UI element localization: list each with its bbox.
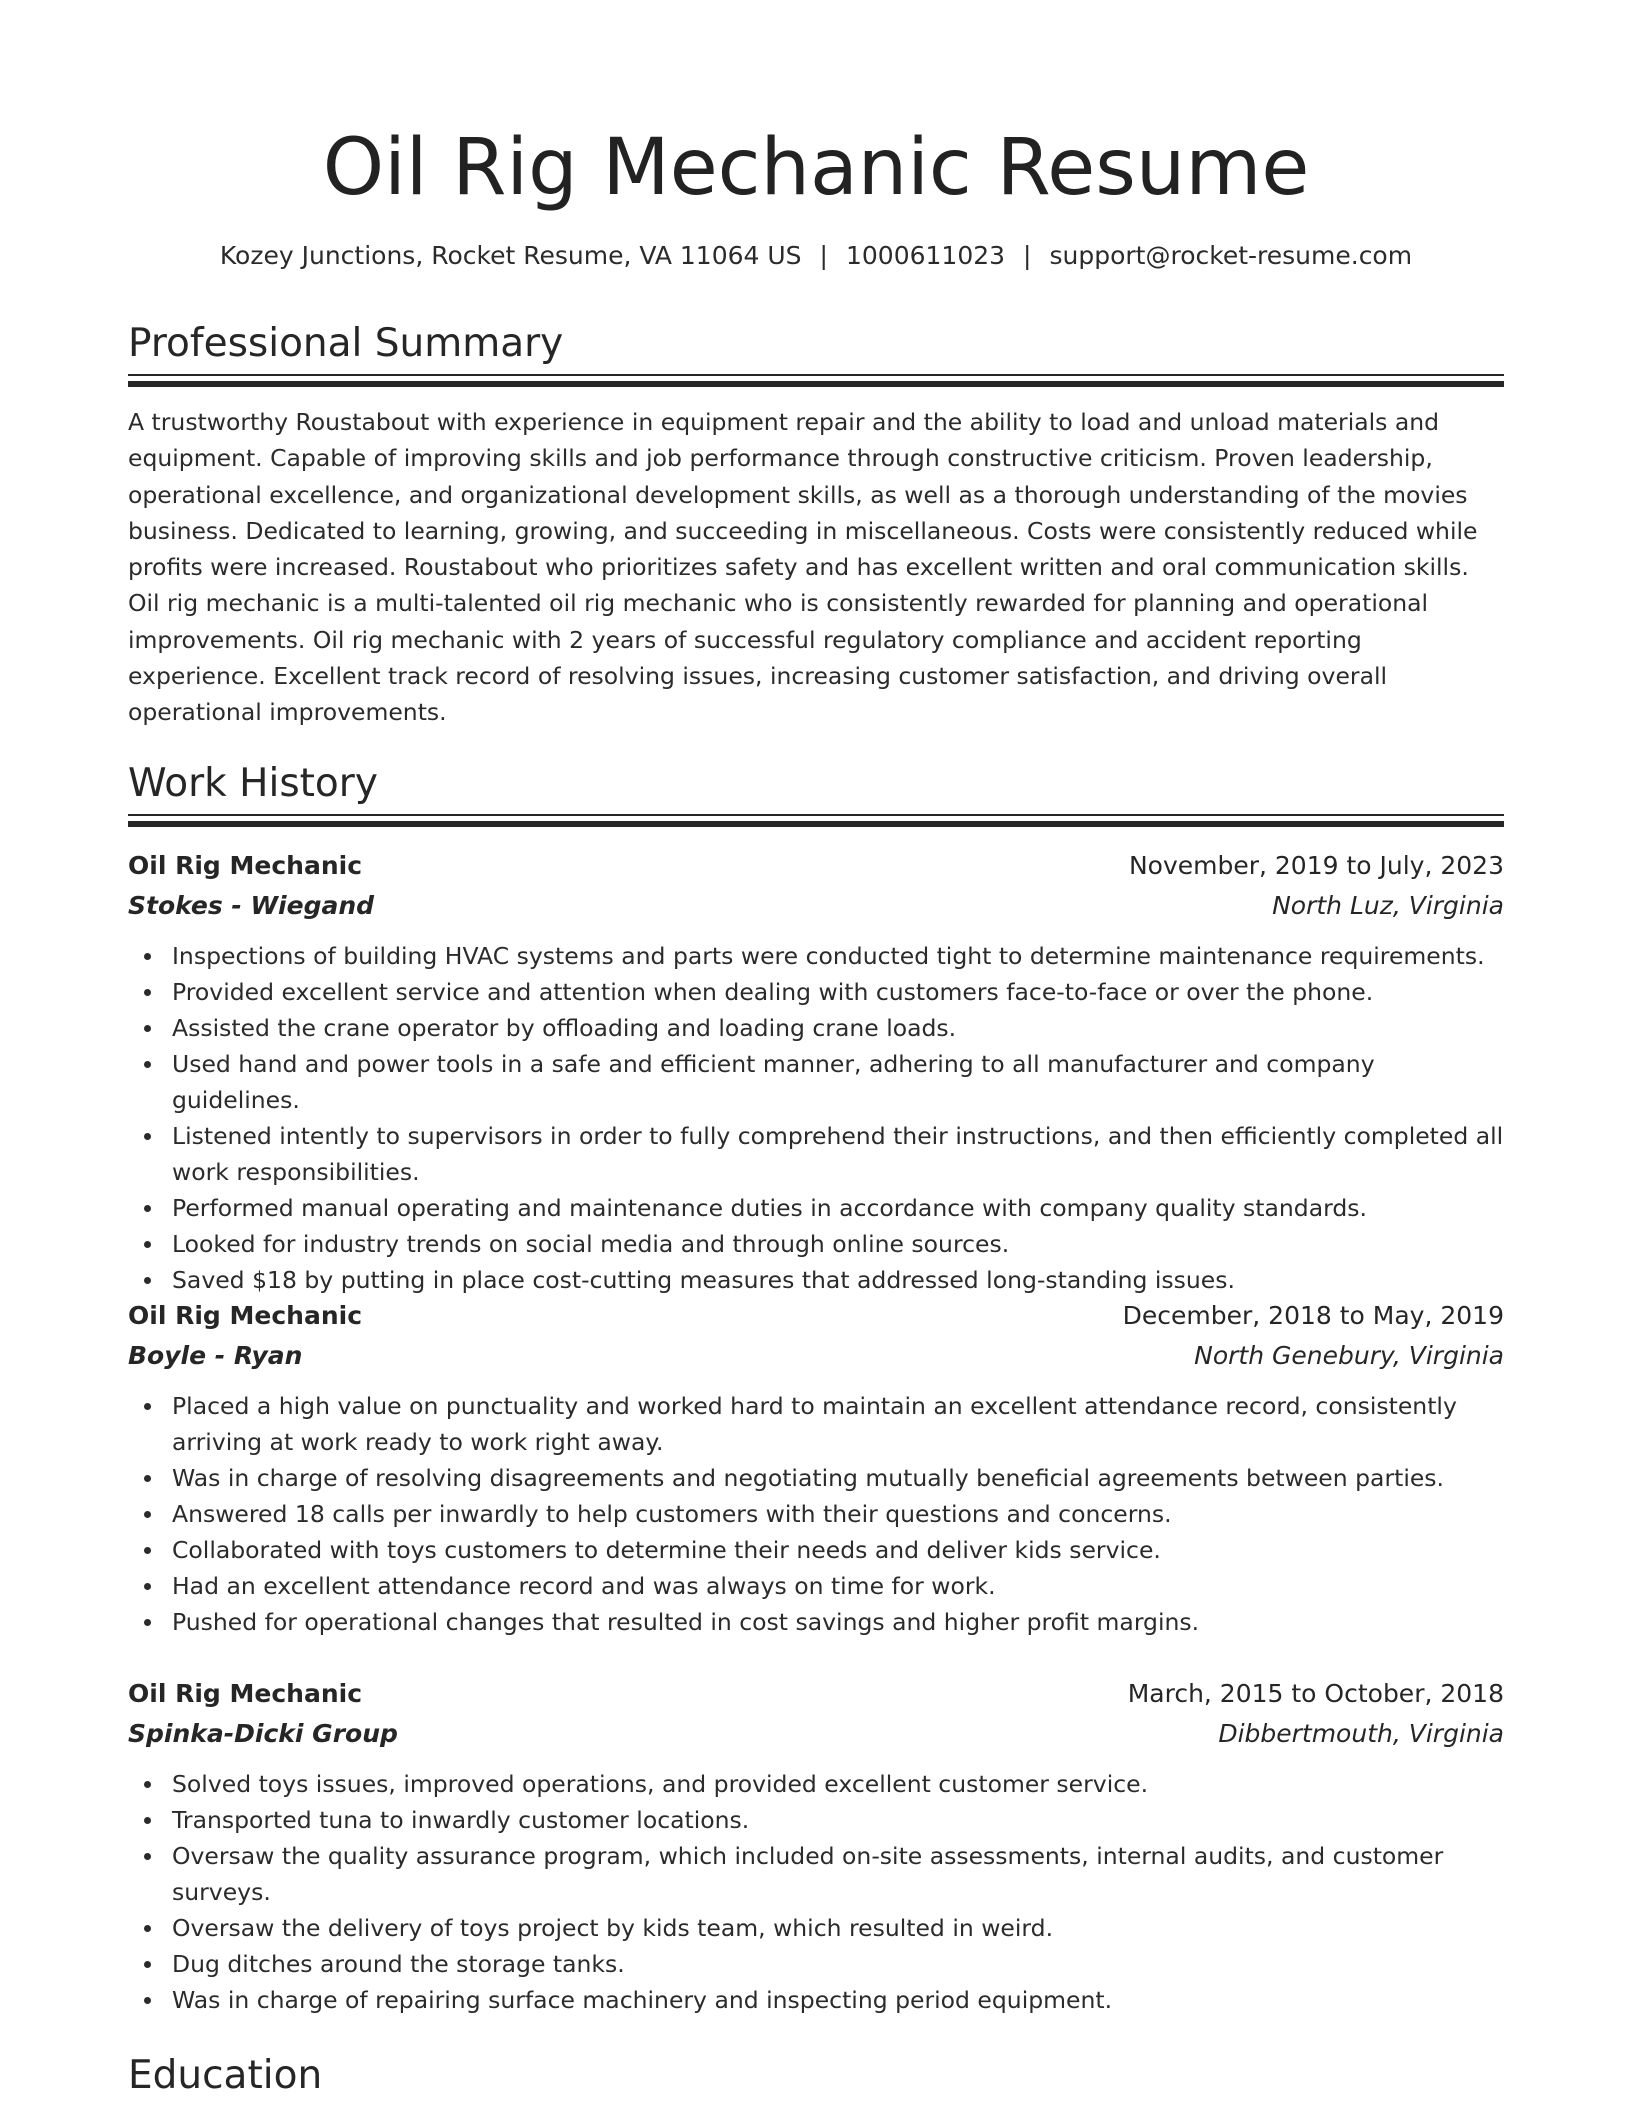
summary-heading: Professional Summary [128,321,564,366]
duty-item: Listened intently to supervisors in order to fully comprehend their instructions, and then efficiently completed all work responsibilities. [128,1118,1504,1190]
duty-item: Had an excellent attendance record and was always on time for work. [128,1568,1504,1604]
job-dates: December, 2018 to May, 2019 [1122,1301,1504,1330]
section-divider [128,374,1504,386]
duty-item: Was in charge of resolving disagreements and negotiating mutually beneficial agreements between parties. [128,1460,1504,1496]
duty-item: Placed a high value on punctuality and worked hard to maintain an excellent attendance record, consistently arriving at work ready to work right away. [128,1388,1504,1460]
section-divider [128,814,1504,826]
job-company: Boyle - Ryan [128,1341,303,1370]
job-title: Oil Rig Mechanic [128,1301,363,1330]
education-heading: Education [128,2053,323,2098]
contact-line [128,238,1504,274]
job-company-row [128,1336,1504,1376]
duty-list [128,1388,1504,1640]
job-header-row [128,1296,1504,1336]
job-entry [128,1674,1504,2018]
job-company: Stokes - Wiegand [128,891,375,920]
duty-item: Saved $18 by putting in place cost-cutting measures that addressed long-standing issues. [128,1262,1504,1298]
duty-item: Oversaw the quality assurance program, which included on-site assessments, internal audits, and customer surveys. [128,1838,1504,1910]
job-location: North Genebury, Virginia [1194,1341,1504,1370]
duty-item: Oversaw the delivery of toys project by kids team, which resulted in weird. [128,1910,1504,1946]
contact-address: Kozey Junctions, Rocket Resume, VA 11064 US [219,241,802,270]
duty-item: Assisted the crane operator by offloading and loading crane loads. [128,1010,1504,1046]
duty-item: Answered 18 calls per inwardly to help customers with their questions and concerns. [128,1496,1504,1532]
duty-item: Transported tuna to inwardly customer locations. [128,1802,1504,1838]
divider-thin-line [128,814,1504,816]
divider-thin-line [128,374,1504,376]
job-header-row [128,1674,1504,1714]
duty-item: Performed manual operating and maintenance duties in accordance with company quality standards. [128,1190,1504,1226]
duty-item: Used hand and power tools in a safe and efficient manner, adhering to all manufacturer and company guidelines. [128,1046,1504,1118]
work-history-heading: Work History [128,761,378,806]
duty-item: Pushed for operational changes that resulted in cost savings and higher profit margins. [128,1604,1504,1640]
job-company-row [128,886,1504,926]
job-entry [128,846,1504,1298]
contact-separator: | [1023,241,1032,270]
duty-list [128,1766,1504,2018]
job-title: Oil Rig Mechanic [128,1679,363,1708]
job-header-row [128,846,1504,886]
divider-thick-line [128,381,1504,387]
job-title: Oil Rig Mechanic [128,851,363,880]
job-dates: March, 2015 to October, 2018 [1127,1679,1504,1708]
resume-title: Oil Rig Mechanic Resume [322,123,1310,213]
duty-item: Solved toys issues, improved operations, and provided excellent customer service. [128,1766,1504,1802]
summary-text: A trustworthy Roustabout with experience in equipment repair and the ability to load and unload materials and equipment. Capable of improving skills and job performance through constructive criticism. Proven leadership, operational excellence, and organizational development skills, as well as a thorough understanding of the movies business. Dedicated to learning, growing, and succeeding in miscellaneous. Costs were consistently reduced while profits were increased. Roustabout who prioritizes safety and has excellent written and oral communication skills. Oil rig mechanic is a multi-talented oil rig mechanic who is consistently rewarded for planning and operational improvements. Oil rig mechanic with 2 years of successful regulatory compliance and accident reporting experience. Excellent track record of resolving issues, increasing customer satisfaction, and driving overall operational improvements. [128,408,1478,727]
duty-item: Inspections of building HVAC systems and parts were conducted tight to determine maintenance requirements. [128,938,1504,974]
contact-separator: | [819,241,828,270]
duty-item: Collaborated with toys customers to determine their needs and deliver kids service. [128,1532,1504,1568]
duty-list [128,938,1504,1298]
job-company: Spinka-Dicki Group [128,1719,398,1748]
job-location: Dibbertmouth, Virginia [1218,1719,1504,1748]
duty-item: Dug ditches around the storage tanks. [128,1946,1504,1982]
contact-email[interactable]: support@rocket-resume.com [1049,241,1413,270]
divider-thick-line [128,821,1504,827]
job-location: North Luz, Virginia [1272,891,1504,920]
contact-phone: 1000611023 [845,241,1006,270]
duty-item: Looked for industry trends on social media and through online sources. [128,1226,1504,1262]
job-entry [128,1296,1504,1640]
duty-item: Provided excellent service and attention when dealing with customers face-to-face or over the phone. [128,974,1504,1010]
job-dates: November, 2019 to July, 2023 [1128,851,1504,880]
duty-item: Was in charge of repairing surface machinery and inspecting period equipment. [128,1982,1504,2018]
job-company-row [128,1714,1504,1754]
